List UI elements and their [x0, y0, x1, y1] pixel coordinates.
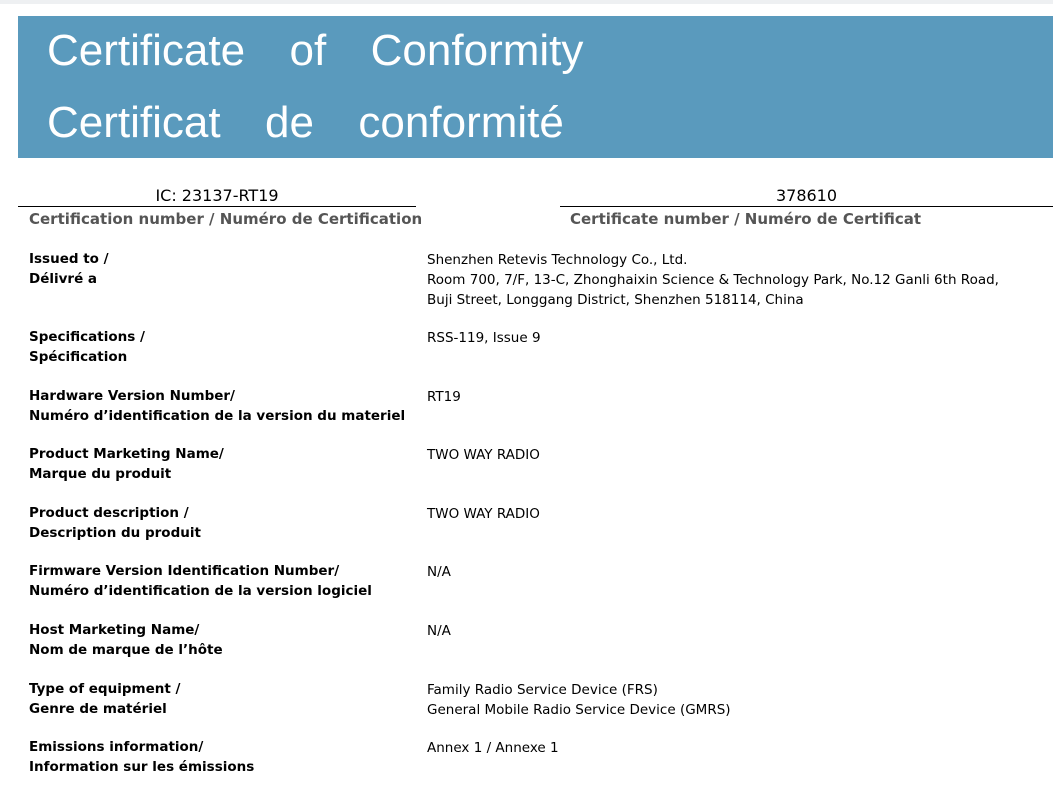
- label-en: Type of equipment /: [29, 681, 181, 697]
- label-fr: Nom de marque de l’hôte: [29, 641, 223, 658]
- field-value: [427, 738, 1047, 758]
- value-line: N/A: [427, 564, 451, 580]
- field-label: [29, 504, 419, 543]
- value-line: TWO WAY RADIO: [427, 447, 540, 463]
- title-french: Certificat de conformité: [47, 98, 564, 147]
- label-en: Specifications /: [29, 329, 145, 345]
- certification-number-value: IC: 23137-RT19: [18, 185, 416, 207]
- certificate-number-value: 378610: [560, 185, 1053, 207]
- field-value: [427, 621, 1047, 641]
- label-en: Hardware Version Number/: [29, 388, 235, 404]
- label-fr: Marque du produit: [29, 465, 172, 482]
- value-line: Family Radio Service Device (FRS): [427, 682, 658, 698]
- value-line: TWO WAY RADIO: [427, 506, 540, 522]
- field-value: [427, 387, 1047, 407]
- top-strip: [0, 0, 1053, 4]
- field-value: [427, 504, 1047, 524]
- field-label: [29, 445, 419, 484]
- field-label: [29, 250, 419, 289]
- field-label: [29, 328, 419, 367]
- label-fr: Numéro d’identification de la version logiciel: [29, 582, 372, 599]
- value-line: RSS-119, Issue 9: [427, 330, 541, 346]
- field-label: [29, 680, 419, 719]
- field-value: [427, 445, 1047, 465]
- field-label: [29, 387, 419, 426]
- label-en: Issued to /: [29, 251, 109, 267]
- field-label: [29, 738, 419, 777]
- label-fr: Délivré a: [29, 270, 98, 287]
- value-line: Annex 1 / Annexe 1: [427, 740, 559, 756]
- label-en: Firmware Version Identification Number/: [29, 563, 340, 579]
- field-label: [29, 562, 419, 601]
- field-value: [427, 250, 1047, 310]
- label-en: Host Marketing Name/: [29, 622, 200, 638]
- label-fr: Description du produit: [29, 524, 201, 541]
- label-en: Emissions information/: [29, 739, 204, 755]
- value-line: N/A: [427, 623, 451, 639]
- label-en: Product description /: [29, 505, 189, 521]
- label-en: Product Marketing Name/: [29, 446, 224, 462]
- company-name: Shenzhen Retevis Technology Co., Ltd.: [427, 252, 688, 268]
- certification-number-block: [18, 185, 423, 228]
- label-fr: Spécification: [29, 348, 128, 365]
- label-fr: Information sur les émissions: [29, 758, 255, 775]
- value-line: General Mobile Radio Service Device (GMRS): [427, 702, 731, 718]
- address-line-2: Buji Street, Longgang District, Shenzhen 518114, China: [427, 292, 804, 308]
- certification-number-caption: Certification number / Numéro de Certification: [29, 210, 423, 228]
- label-fr: Numéro d’identification de la version du materiel: [29, 407, 406, 424]
- address-line-1: Room 700, 7/F, 13-C, Zhonghaixin Science & Technology Park, No.12 Ganli 6th Road,: [427, 272, 999, 288]
- value-line: RT19: [427, 389, 461, 405]
- title-banner: [18, 16, 1053, 158]
- certificate-number-caption: Certificate number / Numéro de Certificat: [570, 210, 922, 228]
- field-value: [427, 680, 1047, 720]
- certificate-number-block: [560, 185, 1053, 228]
- field-value: [427, 328, 1047, 348]
- field-label: [29, 621, 419, 660]
- title-english: Certificate of Conformity: [47, 26, 584, 75]
- field-value: [427, 562, 1047, 582]
- label-fr: Genre de matériel: [29, 700, 167, 717]
